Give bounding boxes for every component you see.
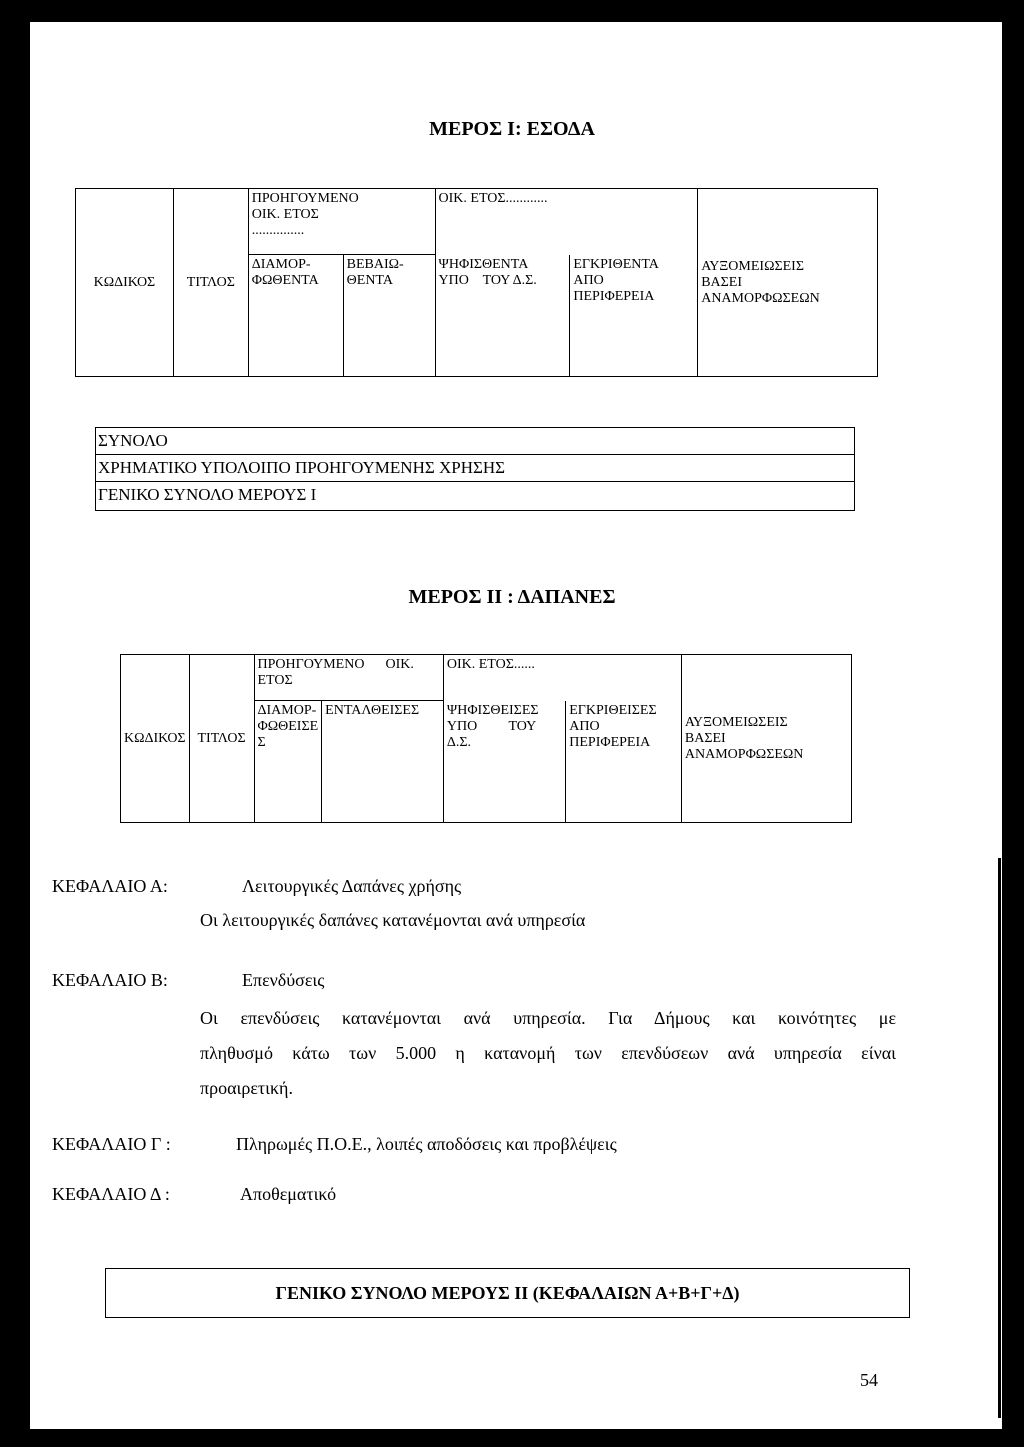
col-cur-year: ΟΙΚ. ΕΤΟΣ...... (443, 655, 681, 701)
margin-line (998, 858, 1001, 1418)
scan-edge-right (1002, 0, 1024, 1447)
col-title: ΤΙΤΛΟΣ (189, 655, 254, 823)
col-prev-year: ΠΡΟΗΓΟΥΜΕΝΟ ΟΙΚ. ΕΤΟΣ ............... (248, 189, 435, 255)
grand-total-box (105, 1268, 910, 1318)
summary-row: ΣΥΝΟΛΟ (96, 428, 854, 455)
grand-total-label: ΓΕΝΙΚΟ ΣΥΝΟΛΟ ΜΕΡΟΥΣ ΙΙ (ΚΕΦΑΛΑΙΩΝ Α+Β+Γ+Δ) (275, 1282, 740, 1303)
chapter-b-title: Επενδύσεις (242, 970, 325, 990)
summary-row: ΓΕΝΙΚΟ ΣΥΝΟΛΟ ΜΕΡΟΥΣ Ι (98, 485, 317, 504)
col-changes: ΑΥΞΟΜΕΙΩΣΕΙΣ ΒΑΣΕΙ ΑΝΑΜΟΡΦΩΣΕΩΝ (681, 655, 851, 823)
chapter-b-note-line: προαιρετική. (200, 1078, 293, 1098)
part1-title: ΜΕΡΟΣ Ι: ΕΣΟΔΑ (429, 118, 595, 140)
scan-edge-left (0, 0, 30, 1447)
chapter-b-note-line: Οι επενδύσεις κατανέμονται ανά υπηρεσία. Για Δήμους και κοινότητες με (200, 1008, 896, 1028)
chapter-c-title: Πληρωμές Π.Ο.Ε., λοιπές αποδόσεις και προβλέψεις (236, 1134, 617, 1154)
col-formed: ΔΙΑΜΟΡ- ΦΩΘΕΙΣΕ Σ (254, 701, 322, 823)
col-prev-year: ΠΡΟΗΓΟΥΜΕΝΟ ΟΙΚ. ΕΤΟΣ (254, 655, 443, 701)
col-formed: ΔΙΑΜΟΡ- ΦΩΘΕΝΤΑ (248, 255, 343, 377)
chapter-b-note-line: πληθυσμό κάτω των 5.000 η κατανομή των επενδύσεων ανά υπηρεσία είναι (200, 1043, 896, 1063)
scan-edge-bottom (0, 1429, 1024, 1447)
page-number: 54 (860, 1370, 878, 1390)
chapter-a-label: ΚΕΦΑΛΑΙΟ Α: (52, 876, 168, 896)
revenue-table (75, 188, 878, 377)
chapter-a-note: Οι λειτουργικές δαπάνες κατανέμονται ανά υπηρεσία (200, 910, 586, 930)
col-voted: ΨΗΦΙΣΘΕΝΤΑ ΥΠΟ ΤΟΥ Δ.Σ. (435, 255, 570, 377)
col-voted: ΨΗΦΙΣΘΕΙΣΕΣ ΥΠΟ ΤΟΥ Δ.Σ. (443, 701, 565, 823)
col-code: ΚΩΔΙΚΟΣ (121, 655, 190, 823)
col-code: ΚΩΔΙΚΟΣ (76, 189, 174, 377)
chapter-a-title: Λειτουργικές Δαπάνες χρήσης (242, 876, 462, 896)
chapter-b-label: ΚΕΦΑΛΑΙΟ Β: (52, 970, 168, 990)
chapter-d-title: Αποθεματικό (240, 1184, 337, 1204)
revenue-summary (95, 427, 855, 511)
expense-table (120, 654, 852, 823)
col-certified: ΒΕΒΑΙΩ- ΘΕΝΤΑ (343, 255, 435, 377)
chapter-c-label: ΚΕΦΑΛΑΙΟ Γ : (52, 1134, 171, 1154)
part2-title: ΜΕΡΟΣ ΙΙ : ΔΑΠΑΝΕΣ (408, 586, 616, 608)
col-changes: ΑΥΞΟΜΕΙΩΣΕΙΣ ΒΑΣΕΙ ΑΝΑΜΟΡΦΩΣΕΩΝ (698, 189, 878, 377)
col-cur-year: ΟΙΚ. ΕΤΟΣ............ (435, 189, 698, 255)
col-approved: ΕΓΚΡΙΘΕΙΣΕΣ ΑΠΟ ΠΕΡΙΦΕΡΕΙΑ (566, 701, 682, 823)
col-approved: ΕΓΚΡΙΘΕΝΤΑ ΑΠΟ ΠΕΡΙΦΕΡΕΙΑ (570, 255, 698, 377)
scan-edge-top (0, 0, 1024, 22)
chapter-d-label: ΚΕΦΑΛΑΙΟ Δ : (52, 1184, 170, 1204)
col-ordered: ΕΝΤΑΛΘΕΙΣΕΣ (322, 701, 444, 823)
col-title: ΤΙΤΛΟΣ (173, 189, 248, 377)
summary-row: ΧΡΗΜΑΤΙΚΟ ΥΠΟΛΟΙΠΟ ΠΡΟΗΓΟΥΜΕΝΗΣ ΧΡΗΣΗΣ (96, 455, 854, 482)
